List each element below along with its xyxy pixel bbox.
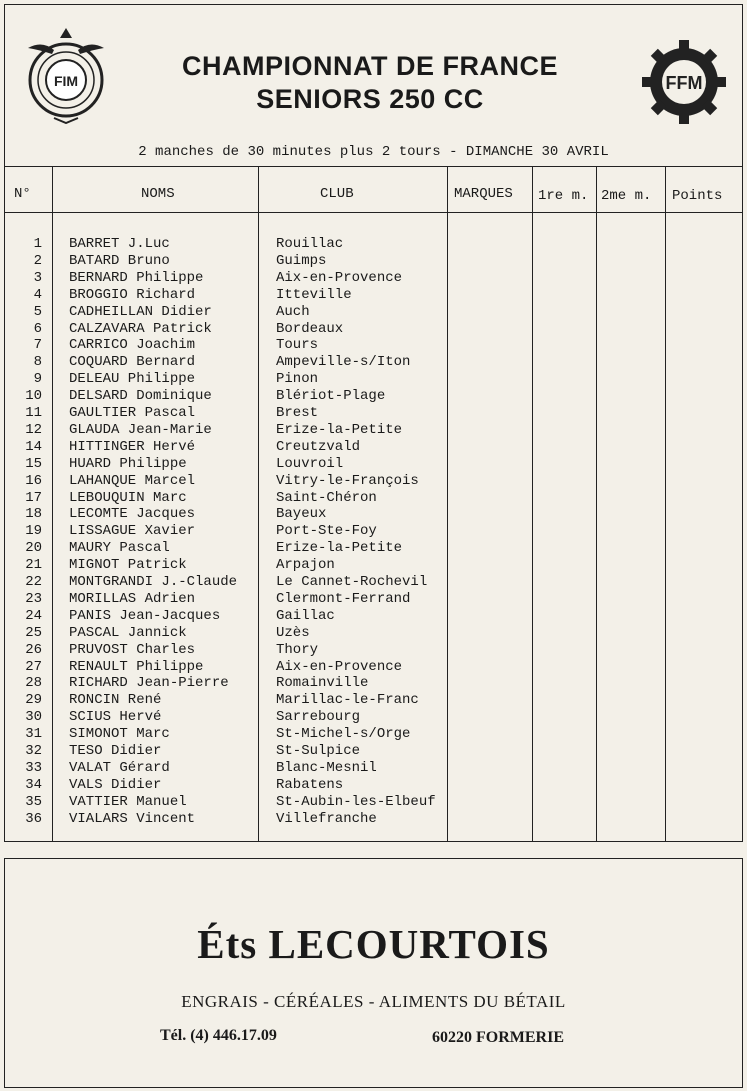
rider-number: 10 [25, 388, 42, 405]
table-row [0, 574, 747, 591]
rider-number: 27 [25, 658, 42, 675]
rider-club: Thory [276, 641, 319, 658]
page-title-line2: SENIORS 250 CC [256, 84, 484, 114]
rider-club: Erize-la-Petite [276, 540, 403, 557]
rider-club: Aix-en-Provence [276, 269, 403, 286]
rider-club: Arpajon [276, 557, 335, 574]
rider-name: BARRET J.Luc [69, 236, 170, 252]
rider-number: 9 [33, 371, 42, 388]
rider-club: Tours [276, 337, 319, 354]
rider-name: SIMONOT Marc [69, 726, 170, 743]
rider-number: 29 [25, 692, 42, 709]
rider-club: Le Cannet-Rochevil [276, 574, 428, 590]
rider-name: LISSAGUE Xavier [69, 523, 196, 540]
table-row [0, 726, 747, 743]
rider-name: MIGNOT Patrick [69, 557, 187, 574]
rider-club: Bordeaux [276, 320, 344, 337]
rider-name: VALS Didier [69, 776, 162, 793]
rider-name: GLAUDA Jean-Marie [69, 421, 212, 438]
rider-name: PRUVOST Charles [69, 641, 196, 658]
rider-number: 33 [25, 759, 42, 776]
table-row [0, 304, 747, 321]
rider-club: Aix-en-Provence [276, 658, 403, 675]
rider-club: Rabatens [276, 776, 344, 793]
rider-name: MONTGRANDI J.-Claude [69, 574, 238, 590]
ad-products: ENGRAIS - CÉRÉALES - ALIMENTS DU BÉTAIL [181, 992, 566, 1011]
table-row [0, 270, 747, 287]
rider-name: CARRICO Joachim [69, 337, 196, 354]
rider-number: 6 [33, 320, 42, 337]
table-row [0, 709, 747, 726]
rider-club: Vitry-le-François [276, 472, 419, 489]
rider-number: 26 [25, 641, 42, 658]
header-marques: MARQUES [454, 186, 513, 202]
rider-number: 23 [25, 590, 42, 607]
rider-name: VIALARS Vincent [69, 810, 196, 827]
rider-club: Auch [276, 303, 310, 320]
table-row [0, 760, 747, 777]
rider-number: 32 [25, 743, 42, 759]
table-row [0, 642, 747, 659]
ffm-logo-icon [640, 38, 728, 126]
fim-logo-icon [24, 24, 108, 124]
rider-club: Romainville [276, 675, 369, 692]
rider-number: 35 [25, 793, 42, 810]
rider-number: 5 [33, 303, 42, 320]
rider-name: COQUARD Bernard [69, 354, 196, 371]
header-num: N° [14, 186, 31, 202]
rider-name: LAHANQUE Marcel [69, 472, 196, 489]
rider-number: 22 [25, 574, 42, 590]
rider-club: Brest [276, 405, 319, 421]
rider-number: 4 [33, 286, 42, 303]
table-row [0, 439, 747, 456]
header-manche2: 2me m. [601, 188, 652, 204]
rider-club: Villefranche [276, 810, 377, 827]
rider-club: Creutzvald [276, 438, 361, 455]
rider-number: 8 [33, 354, 42, 371]
rider-club: St-Michel-s/Orge [276, 726, 411, 743]
rider-club: Sarrebourg [276, 709, 361, 726]
rider-name: BROGGIO Richard [69, 286, 196, 303]
header-points: Points [672, 188, 723, 204]
header-club: CLUB [320, 186, 354, 202]
rider-number: 17 [25, 489, 42, 506]
advertisement-frame [4, 858, 743, 1088]
table-row [0, 287, 747, 304]
rider-name: RICHARD Jean-Pierre [69, 675, 229, 692]
rider-name: PANIS Jean-Jacques [69, 607, 221, 624]
rider-name: BERNARD Philippe [69, 269, 204, 286]
rider-name: DELEAU Philippe [69, 371, 196, 388]
header-noms: NOMS [141, 186, 175, 202]
page-title-line1: CHAMPIONNAT DE FRANCE [182, 51, 558, 81]
rider-club: Rouillac [276, 236, 344, 252]
table-row [0, 456, 747, 473]
rider-name: PASCAL Jannick [69, 624, 187, 641]
rider-name: CALZAVARA Patrick [69, 320, 212, 337]
table-row [0, 523, 747, 540]
ad-company-name: Éts LECOURTOIS [197, 921, 550, 967]
rider-club: Guimps [276, 252, 327, 269]
svg-text:FFM: FFM [665, 73, 703, 93]
rider-number: 11 [25, 405, 42, 421]
rider-club: St-Aubin-les-Elbeuf [276, 793, 436, 810]
rider-club: Louvroil [276, 455, 344, 472]
table-row [0, 557, 747, 574]
table-row [0, 388, 747, 405]
svg-text:FIM: FIM [53, 73, 79, 89]
rider-number: 25 [25, 624, 42, 641]
table-row [0, 811, 747, 828]
rider-name: BATARD Bruno [69, 252, 170, 269]
rider-name: GAULTIER Pascal [69, 405, 196, 421]
rider-club: Port-Ste-Foy [276, 523, 377, 540]
rider-name: VALAT Gérard [69, 759, 170, 776]
rider-name: CADHEILLAN Didier [69, 303, 212, 320]
rider-number: 21 [25, 557, 42, 574]
table-row [0, 540, 747, 557]
rider-name: LECOMTE Jacques [69, 506, 196, 523]
table-row [0, 405, 747, 422]
rider-name: TESO Didier [69, 743, 162, 759]
table-row [0, 675, 747, 692]
ad-phone: Tél. (4) 446.17.09 [160, 1027, 277, 1044]
rider-number: 19 [25, 523, 42, 540]
rider-club: Pinon [276, 371, 319, 388]
rider-number: 34 [25, 776, 42, 793]
rider-number: 30 [25, 709, 42, 726]
rider-name: MORILLAS Adrien [69, 590, 196, 607]
rider-number: 14 [25, 438, 42, 455]
table-row [0, 659, 747, 676]
table-header-border [4, 212, 743, 213]
table-row [0, 337, 747, 354]
table-top-border [4, 166, 743, 167]
rider-number: 31 [25, 726, 42, 743]
rider-name: HUARD Philippe [69, 455, 187, 472]
table-row [0, 371, 747, 388]
rider-club: Gaillac [276, 607, 335, 624]
rider-club: Uzès [276, 624, 310, 641]
table-row [0, 422, 747, 439]
rider-club: St-Sulpice [276, 743, 361, 759]
table-row [0, 794, 747, 811]
rider-club: Saint-Chéron [276, 489, 377, 506]
table-row [0, 625, 747, 642]
rider-number: 2 [33, 252, 42, 269]
rider-number: 7 [33, 337, 42, 354]
rider-club: Marillac-le-Franc [276, 692, 419, 709]
rider-club: Ampeville-s/Iton [276, 354, 411, 371]
rider-name: MAURY Pascal [69, 540, 170, 557]
rider-name: LEBOUQUIN Marc [69, 489, 187, 506]
table-row [0, 253, 747, 270]
rider-club: Blanc-Mesnil [276, 759, 377, 776]
rider-name: DELSARD Dominique [69, 388, 212, 405]
rider-number: 20 [25, 540, 42, 557]
rider-number: 12 [25, 421, 42, 438]
rider-number: 1 [33, 236, 42, 252]
race-subtitle: 2 manches de 30 minutes plus 2 tours - DIMANCHE 30 AVRIL [138, 144, 609, 160]
rider-name: RONCIN René [69, 692, 162, 709]
rider-club: Blériot-Plage [276, 388, 386, 405]
header-manche1: 1re m. [538, 188, 589, 204]
rider-name: VATTIER Manuel [69, 793, 187, 810]
rider-name: HITTINGER Hervé [69, 438, 196, 455]
table-row [0, 354, 747, 371]
table-row [0, 236, 747, 253]
rider-club: Bayeux [276, 506, 327, 523]
rider-number: 15 [25, 455, 42, 472]
table-row [0, 608, 747, 625]
rider-club: Itteville [276, 286, 352, 303]
table-row [0, 777, 747, 794]
rider-club: Erize-la-Petite [276, 421, 403, 438]
table-row [0, 490, 747, 507]
rider-number: 18 [25, 506, 42, 523]
rider-number: 3 [33, 269, 42, 286]
table-row [0, 321, 747, 338]
rider-name: SCIUS Hervé [69, 709, 162, 726]
table-row [0, 506, 747, 523]
rider-number: 16 [25, 472, 42, 489]
rider-number: 36 [25, 810, 42, 827]
table-row [0, 743, 747, 760]
rider-number: 28 [25, 675, 42, 692]
table-row [0, 591, 747, 608]
table-row [0, 473, 747, 490]
table-row [0, 692, 747, 709]
rider-number: 24 [25, 607, 42, 624]
rider-club: Clermont-Ferrand [276, 590, 411, 607]
ad-city: 60220 FORMERIE [432, 1029, 564, 1046]
rider-name: RENAULT Philippe [69, 658, 204, 675]
